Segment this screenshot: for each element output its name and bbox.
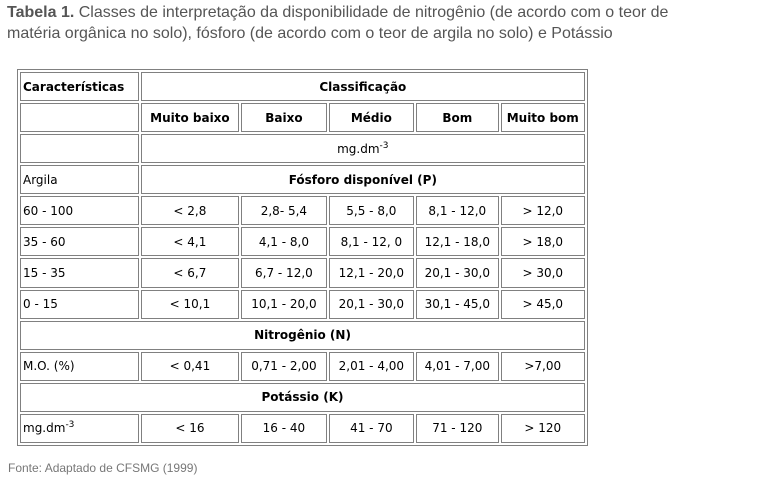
row-label: 0 - 15 <box>20 290 139 319</box>
row-label-exponent: -3 <box>65 420 75 431</box>
table-cell: 2,8- 5,4 <box>241 196 326 225</box>
table-cell: 41 - 70 <box>329 414 414 443</box>
table-cell: 10,1 - 20,0 <box>241 290 326 319</box>
row-label <box>20 414 139 443</box>
nutrient-table <box>17 69 588 446</box>
table-cell: 5,5 - 8,0 <box>329 196 414 225</box>
unit-cell <box>141 134 585 163</box>
table-cell: 4,1 - 8,0 <box>241 227 326 256</box>
table-cell: 6,7 - 12,0 <box>241 258 326 287</box>
caption-label: Tabela 1. <box>7 4 75 21</box>
table-cell: < 4,1 <box>141 227 240 256</box>
table-cell: > 120 <box>501 414 585 443</box>
table-cell: 20,1 - 30,0 <box>329 290 414 319</box>
table-row <box>20 383 585 412</box>
table-cell: > 30,0 <box>501 258 585 287</box>
row-label-base: mg.dm <box>23 421 66 436</box>
table-cell: 2,01 - 4,00 <box>329 352 414 381</box>
unit-exponent: -3 <box>379 140 389 151</box>
table-row <box>20 290 585 319</box>
table-row <box>20 414 585 443</box>
class-header: Muito baixo <box>141 103 240 132</box>
section-phosphorus: Fósforo disponível (P) <box>141 165 585 194</box>
row-label: 15 - 35 <box>20 258 139 287</box>
table-cell: 8,1 - 12,0 <box>416 196 498 225</box>
table-cell: >7,00 <box>501 352 585 381</box>
table-cell: 16 - 40 <box>241 414 326 443</box>
empty-cell <box>20 134 139 163</box>
table-row <box>20 103 585 132</box>
table-cell: > 45,0 <box>501 290 585 319</box>
table-caption <box>7 2 762 44</box>
table-cell: < 10,1 <box>141 290 240 319</box>
table-cell: 4,01 - 7,00 <box>416 352 498 381</box>
table-cell: 8,1 - 12, 0 <box>329 227 414 256</box>
table-row <box>20 321 585 350</box>
table-cell: 20,1 - 30,0 <box>416 258 498 287</box>
class-header: Baixo <box>241 103 326 132</box>
row-label: 60 - 100 <box>20 196 139 225</box>
table-cell: 71 - 120 <box>416 414 498 443</box>
table-row <box>20 165 585 194</box>
classification-table <box>18 70 587 445</box>
row-label-clay: Argila <box>20 165 139 194</box>
table-cell: > 12,0 <box>501 196 585 225</box>
class-header: Médio <box>329 103 414 132</box>
unit-base: mg.dm <box>337 141 380 156</box>
class-header: Muito bom <box>501 103 585 132</box>
table-cell: 12,1 - 18,0 <box>416 227 498 256</box>
table-row <box>20 258 585 287</box>
section-potassium: Potássio (K) <box>20 383 585 412</box>
table-cell: < 6,7 <box>141 258 240 287</box>
table-cell: 0,71 - 2,00 <box>241 352 326 381</box>
caption-text-1: Classes de interpretação da disponibilidade de nitrogênio (de acordo com o teor de <box>74 4 669 21</box>
table-cell: < 0,41 <box>141 352 240 381</box>
table-cell: 30,1 - 45,0 <box>416 290 498 319</box>
table-row <box>20 134 585 163</box>
section-nitrogen: Nitrogênio (N) <box>20 321 585 350</box>
table-cell: < 2,8 <box>141 196 240 225</box>
empty-cell <box>20 103 139 132</box>
table-cell: < 16 <box>141 414 240 443</box>
table-row <box>20 227 585 256</box>
table-row <box>20 352 585 381</box>
header-characteristics: Características <box>20 72 139 101</box>
caption-line-1 <box>7 2 762 23</box>
caption-line-2: matéria orgânica no solo), fósforo (de acordo com o teor de argila no solo) e Potássio <box>7 25 613 42</box>
table-row <box>20 72 585 101</box>
row-label: M.O. (%) <box>20 352 139 381</box>
row-label: 35 - 60 <box>20 227 139 256</box>
table-row <box>20 196 585 225</box>
table-cell: > 18,0 <box>501 227 585 256</box>
table-cell: 12,1 - 20,0 <box>329 258 414 287</box>
source-note: Fonte: Adaptado de CFSMG (1999) <box>8 461 198 475</box>
class-header: Bom <box>416 103 498 132</box>
header-classification: Classificação <box>141 72 585 101</box>
